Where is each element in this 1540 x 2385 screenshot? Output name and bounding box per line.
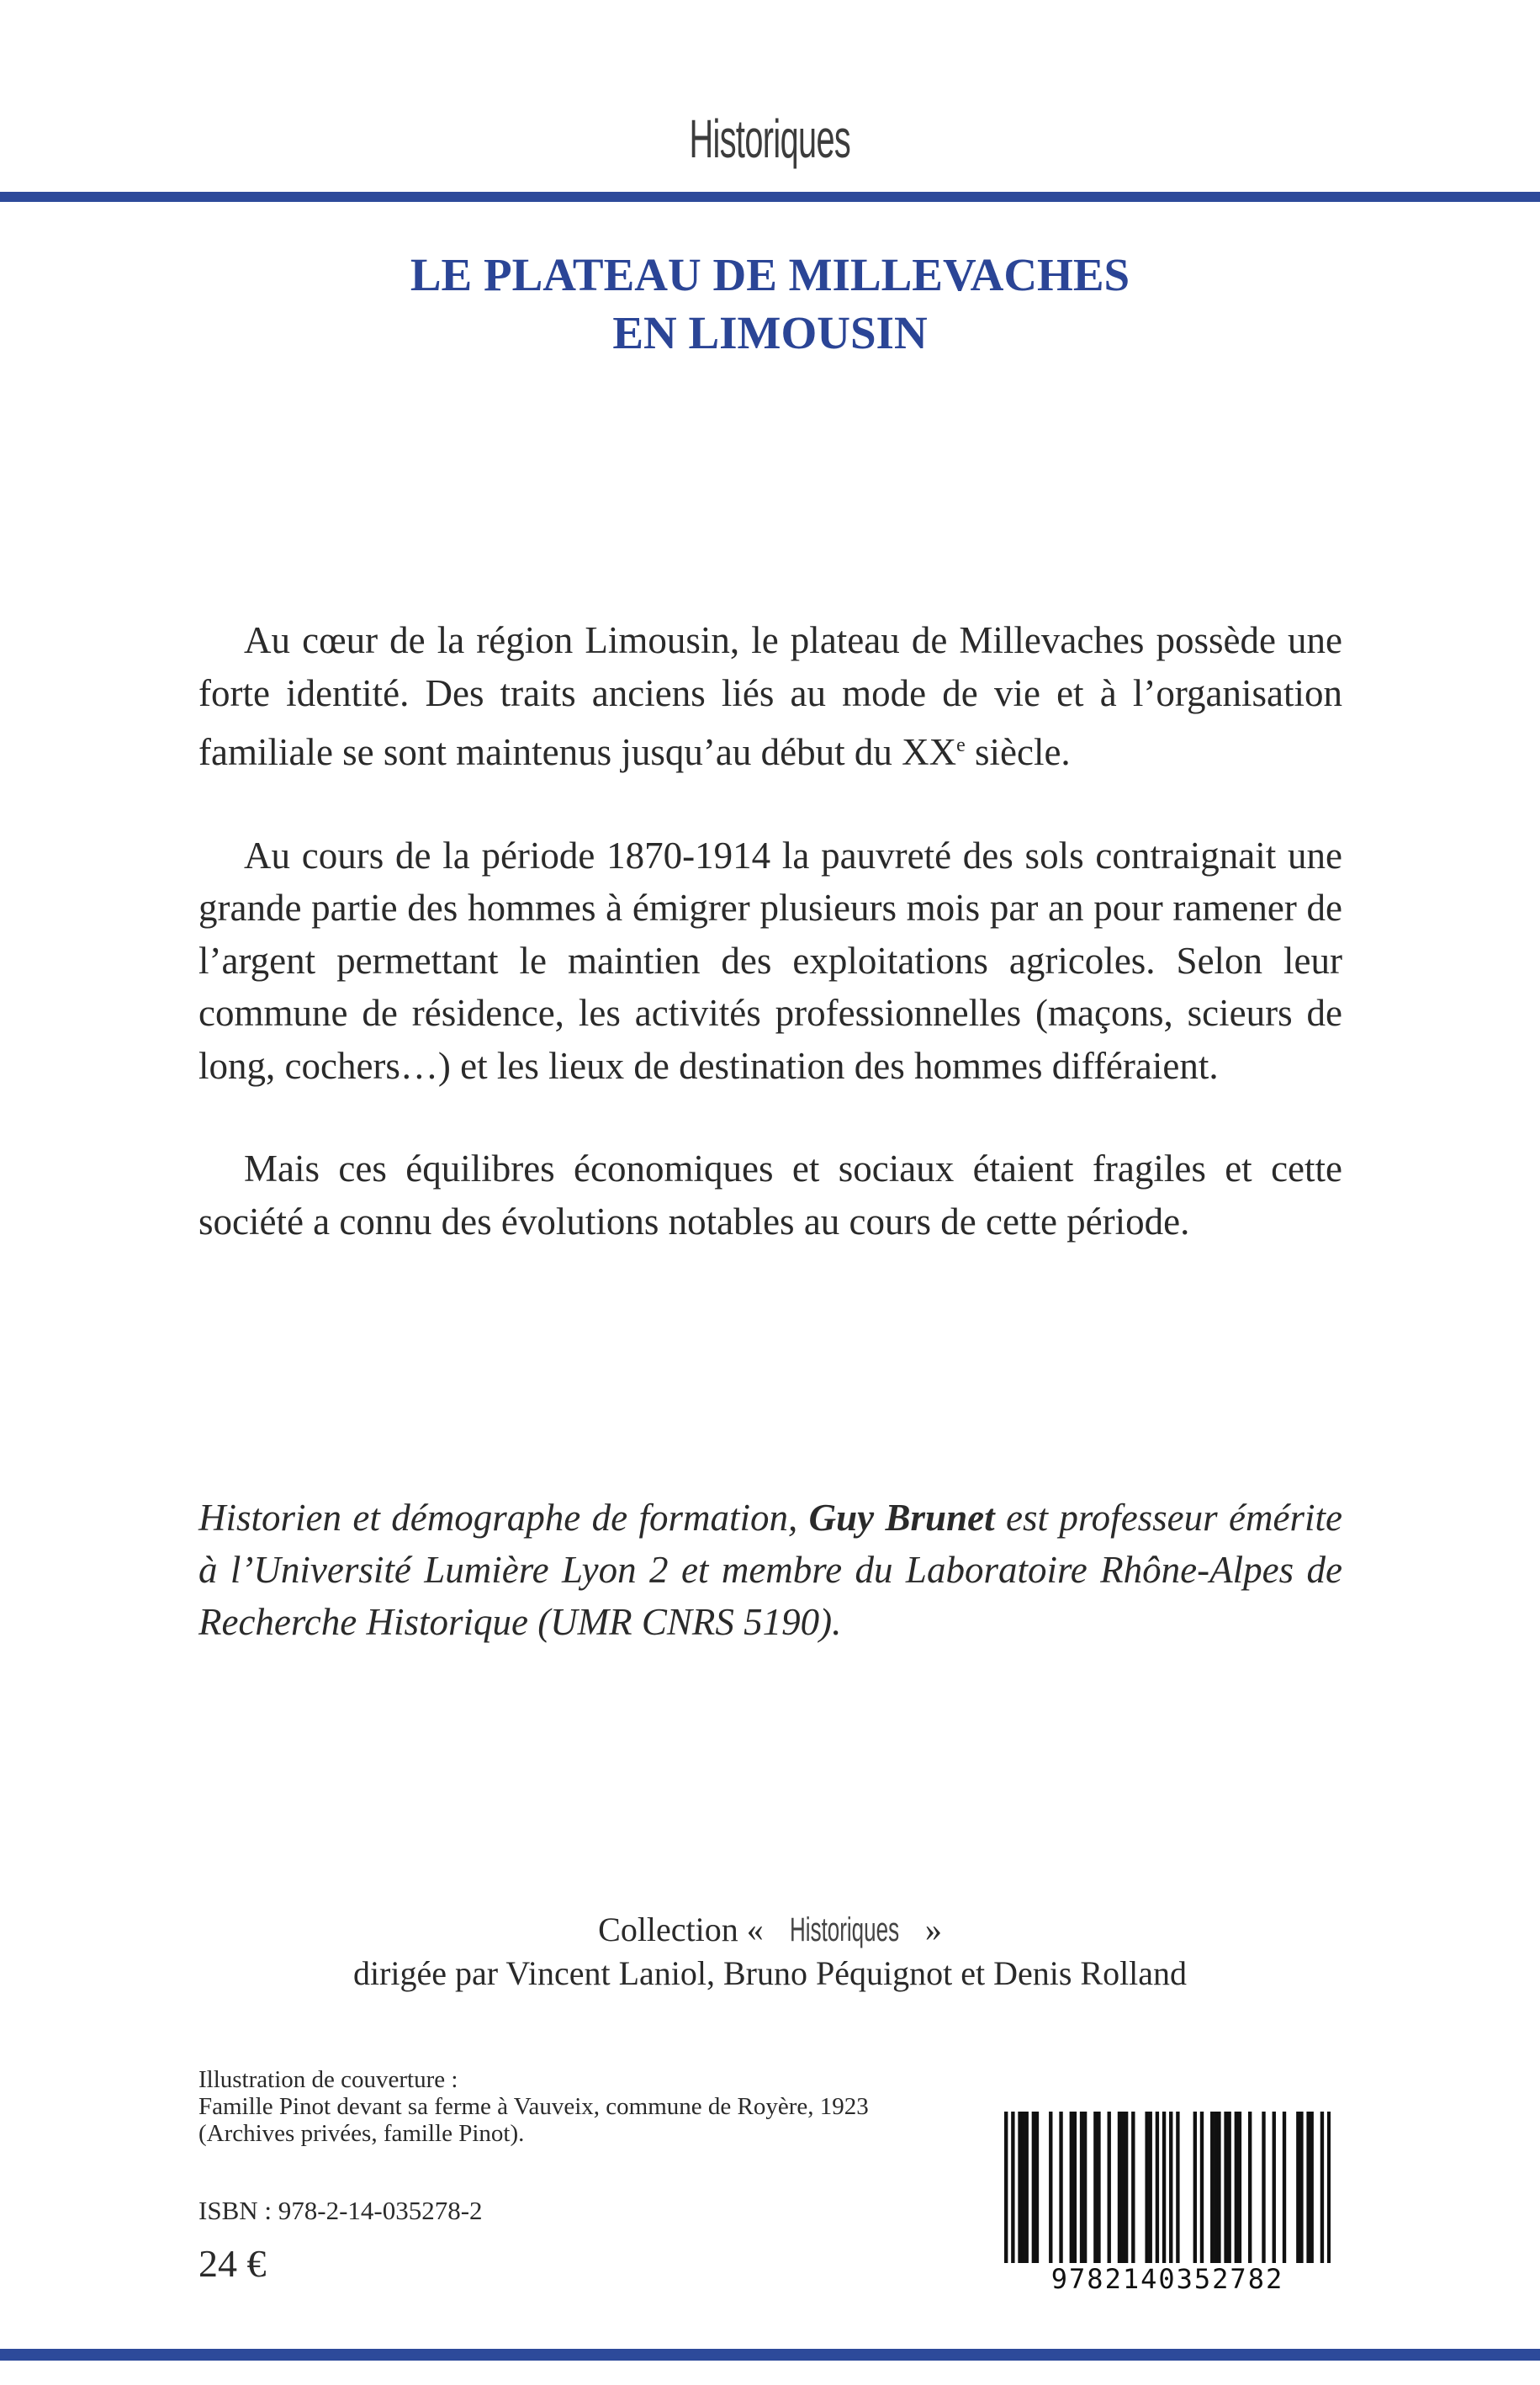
collection-series-logo: Historiques [789, 1911, 899, 1948]
summary-paragraph-2: Au cours de la période 1870-1914 la pauvreté des sols contraignait une grande partie des hommes à émigrer plusieurs mois par an pour ramener de l’argent permettant le maintien des exploitations agricoles. Selon leur commune de résidence, les activités professionnelles (maçons, scieurs de long, cochers…) et les lieux de destination des hommes différaient. [198, 834, 1342, 1087]
barcode-bar [1059, 2112, 1062, 2263]
barcode-bar [1214, 2112, 1217, 2263]
credits-line-2: Famille Pinot devant sa ferme à Vauveix, commune de Royère, 1923 [198, 2093, 869, 2120]
barcode-bar [1145, 2112, 1148, 2263]
barcode-bar [1121, 2112, 1125, 2263]
credits-line-1: Illustration de couverture : [198, 2066, 458, 2093]
barcode-bar [1083, 2112, 1087, 2263]
isbn: ISBN : 978-2-14-035278-2 [198, 2196, 483, 2225]
summary [198, 614, 1342, 1248]
barcode-bar [1273, 2112, 1276, 2263]
barcode-bar [1310, 2112, 1313, 2263]
barcode-bar [1262, 2112, 1265, 2263]
barcode-digits: 9782140352782 [1050, 2263, 1284, 2295]
price: 24 € [198, 2242, 267, 2285]
barcode-bar [1296, 2112, 1299, 2263]
barcode-bar [1193, 2112, 1197, 2263]
barcode-bar [1080, 2112, 1083, 2263]
summary-paragraph-3: Mais ces équilibres économiques et sociaux étaient fragiles et cette société a connu des évolutions notables au cours de cette période. [198, 1147, 1342, 1243]
barcode-bar [1021, 2112, 1024, 2263]
barcode-bar [1169, 2112, 1172, 2263]
barcode-bar [1227, 2112, 1230, 2263]
barcode-bar [1131, 2112, 1135, 2263]
barcode-bar [1070, 2112, 1073, 2263]
collection-info [0, 1908, 1540, 1995]
barcode-bar [1200, 2112, 1204, 2263]
cover-credits [198, 2066, 1040, 2147]
barcode-bar [1238, 2112, 1241, 2263]
barcode-bar [1093, 2112, 1097, 2263]
barcode-bar [1217, 2112, 1220, 2263]
author-name: Guy Brunet [808, 1497, 995, 1539]
title-line-2: EN LIMOUSIN [612, 307, 928, 358]
barcode-bars [1004, 2112, 1331, 2263]
barcode-bar [1025, 2112, 1029, 2263]
barcode-bar [1235, 2112, 1238, 2263]
barcode-bar [1210, 2112, 1214, 2263]
barcode-bar [1108, 2112, 1111, 2263]
barcode-bar [1149, 2112, 1152, 2263]
collection-directors: dirigée par Vincent Laniol, Bruno Péquignot et Denis Rolland [352, 1954, 1188, 1992]
credits-line-3: (Archives privées, famille Pinot). [198, 2120, 525, 2147]
barcode-bar [1320, 2112, 1324, 2263]
barcode-bar [1299, 2112, 1303, 2263]
collection-line: Collection « Historiques » [0, 1908, 1540, 1952]
barcode-bar [1176, 2112, 1179, 2263]
series-logo: Historiques [689, 109, 851, 169]
bottom-rule [0, 2349, 1540, 2361]
barcode-bar [1118, 2112, 1121, 2263]
barcode-bar [1156, 2112, 1159, 2263]
barcode-bar [1018, 2112, 1021, 2263]
barcode-bar [1011, 2112, 1014, 2263]
book-title [0, 246, 1540, 362]
barcode-bar [1162, 2112, 1166, 2263]
barcode-bar [1125, 2112, 1128, 2263]
author-bio: Historien et démographe de formation, Guy Brunet est professeur émérite à l’Université Lumière Lyon 2 et membre du Laboratoire Rhône-Alpes de Recherche Historique (UMR CNRS 5190). [198, 1497, 1342, 1643]
barcode-bar [1073, 2112, 1077, 2263]
barcode-bar [1097, 2112, 1100, 2263]
barcode-bar [1004, 2112, 1008, 2263]
barcode-bar [1032, 2112, 1035, 2263]
barcode-bar [1306, 2112, 1310, 2263]
top-rule [0, 192, 1540, 202]
summary-paragraph-1: Au cœur de la région Limousin, le plateau de Millevaches possède une forte identité. Des traits anciens liés au mode de vie et à l’organisation familiale se sont maintenus jusqu’au début du XXe siècle. [198, 619, 1342, 773]
barcode-bar [1049, 2112, 1052, 2263]
barcode-bar [1035, 2112, 1039, 2263]
barcode-bar [1248, 2112, 1252, 2263]
barcode-bar [1327, 2112, 1331, 2263]
barcode-bar [1283, 2112, 1286, 2263]
barcode [1004, 2112, 1331, 2297]
barcode-bar [1224, 2112, 1227, 2263]
title-line-1: LE PLATEAU DE MILLEVACHES [410, 249, 1130, 300]
